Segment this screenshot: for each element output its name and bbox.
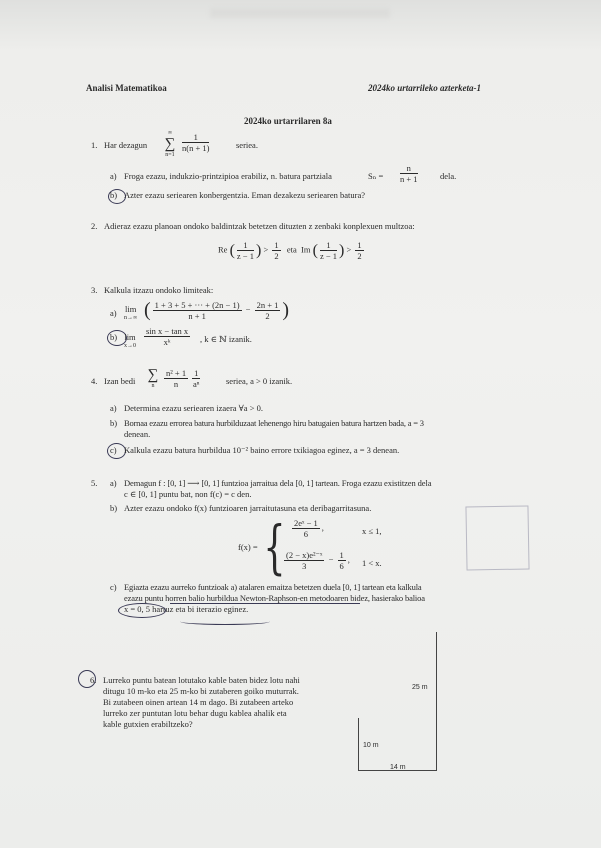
- exam-date: 2024ko urtarrilaren 8a: [244, 116, 332, 126]
- q1-sum: [162, 130, 178, 159]
- course-title: Analisi Matematikoa: [86, 83, 167, 93]
- close-paren: ): [339, 242, 345, 259]
- q1-tail: seriea.: [236, 140, 258, 150]
- piece-1-condition: x ≤ 1,: [362, 526, 382, 536]
- q5c-text-3: x = 0, 5 hartuz eta bi iterazio eginez.: [124, 604, 249, 614]
- numerator: 1: [357, 240, 362, 250]
- q4c-text: Kalkula ezazu batura hurbildua 10⁻² baino errore txikiagoa eginez, a = 3 denean.: [124, 445, 400, 455]
- q3b-label: b): [110, 332, 118, 342]
- denominator: 6: [339, 561, 344, 571]
- numerator: n: [400, 163, 418, 174]
- q4a-label: a): [110, 403, 117, 413]
- q1b-label: b): [110, 190, 118, 200]
- numerator: 1: [320, 240, 337, 251]
- numerator: 1: [274, 240, 279, 250]
- denominator: n + 1: [400, 174, 418, 184]
- im-operator: Im: [301, 244, 311, 255]
- denominator: aⁿ: [192, 379, 200, 389]
- q5b-label: b): [110, 503, 118, 513]
- denominator: 6: [303, 529, 309, 539]
- sum-lower: n: [151, 383, 155, 389]
- denominator: n(n + 1): [182, 143, 210, 153]
- piece-1-fraction: $\frac{\text{2eˣ − 1}}{6}$ ,: [294, 518, 324, 539]
- exam-title: 2024ko urtarrileko azterketa-1: [368, 83, 482, 93]
- denominator: 2: [265, 311, 270, 321]
- q6-line-2: ditugu 10 m-ko eta 25 m-ko bi zutaberen goiko muturrak.: [103, 686, 299, 696]
- sum-sign: ∑: [147, 367, 159, 383]
- lim-subscript: x→0: [124, 343, 136, 349]
- numerator: 1: [339, 550, 344, 560]
- numerator: (2 − x)e²⁻ˣ: [286, 550, 323, 560]
- q4-tail: seriea, a > 0 izanik.: [226, 376, 293, 386]
- q4-number: 4.: [91, 376, 98, 386]
- eta-word: eta: [286, 244, 297, 255]
- numerator: n² + 1: [166, 368, 187, 378]
- q5a-label: a): [110, 478, 117, 488]
- q6-number: 6.: [90, 675, 97, 685]
- q2-condition: [218, 240, 366, 261]
- q5a-text-2: c ∈ [0, 1] puntu bat, non f(c) = c den.: [124, 489, 252, 499]
- q2-number: 2.: [91, 221, 98, 231]
- q6-line-1: Lurreko puntu batean lotutako kable baten bidez lotu nahi: [103, 675, 300, 685]
- q5b-text: Azter ezazu ondoko f(x) funtzioaren jarraitutasuna eta deribagarritasuna.: [124, 503, 372, 513]
- numerator: 1: [194, 368, 199, 378]
- pole-25m: [436, 632, 437, 770]
- denominator: 2: [357, 251, 362, 261]
- label-10m: 10 m: [363, 742, 379, 749]
- denominator: xᵏ: [163, 337, 171, 347]
- q4a-text: Determina ezazu seriearen izaera ∀a > 0.: [124, 403, 263, 413]
- close-paren: ): [255, 242, 262, 259]
- denominator: z − 1: [236, 251, 254, 261]
- numerator: 1 + 3 + 5 + ··· + (2n − 1): [154, 300, 240, 310]
- q3a-label: a): [110, 308, 117, 318]
- piecewise-fx: f(x) =: [238, 542, 258, 552]
- q4b-label: b): [110, 418, 118, 428]
- q1a-formula-fraction: [398, 163, 420, 184]
- q1-fraction: [180, 132, 211, 153]
- q2-text: Adieraz ezazu planoan ondoko baldintzak betetzen dituzten z zenbaki konplexuen multzoa:: [104, 221, 415, 231]
- sum-lower: n=1: [165, 152, 175, 158]
- handwritten-box: [465, 505, 529, 570]
- q3b-limit: [124, 332, 136, 350]
- label-25m: 25 m: [412, 684, 428, 691]
- open-paren: (: [312, 242, 318, 259]
- numerator: 2n + 1: [256, 300, 279, 310]
- handwritten-underline: [170, 603, 360, 604]
- denominator: n + 1: [188, 311, 206, 321]
- lim-subscript: n→∞: [124, 315, 138, 321]
- q4-term: [162, 368, 202, 389]
- minus-sign: −: [245, 304, 251, 315]
- q3a-expression: [144, 300, 289, 321]
- q4b-text-2: denean.: [124, 429, 151, 439]
- minus-sign: −: [328, 554, 334, 565]
- q3-number: 3.: [91, 285, 98, 295]
- q4c-label: c): [110, 445, 117, 455]
- q1a-formula-lhs: Sₙ =: [368, 171, 384, 181]
- q5c-text-2: ezazu puntu horren balio hurbildua Newton-Raphson-en metodoaren bidez, hasierako balioa: [124, 593, 425, 603]
- q3b-tail: , k ∈ ℕ izanik.: [200, 334, 252, 344]
- q5c-label: c): [110, 582, 117, 592]
- q1a-tail: dela.: [440, 171, 457, 181]
- piece-2-expression: $\frac{\text{(2 − x)e²⁻ˣ}}{3}$ − $\frac{1}{6}$ ,: [286, 550, 350, 571]
- q4-sum: [146, 368, 160, 390]
- q5-number: 5.: [91, 478, 98, 488]
- numerator: 1: [182, 132, 209, 143]
- q1-lead: Har dezagun: [104, 140, 148, 150]
- numerator: 2eˣ − 1: [294, 518, 318, 528]
- lim-operator: lim: [124, 332, 136, 342]
- q3b-fraction: [142, 326, 192, 347]
- q1a-text: Froga ezazu, indukzio-printzipioa erabiliz, n. batura partziala: [124, 171, 332, 181]
- q1-number: 1.: [91, 140, 98, 150]
- q4b-text: Bornaa ezazu errorea batura hurbilduzaat lehenengo hiru batugaien batura hartzen bada, a = 3: [124, 418, 424, 428]
- denominator: z − 1: [319, 251, 338, 261]
- pole-10m: [358, 718, 359, 770]
- sum-upper: ∞: [167, 130, 173, 136]
- q4-lead: Izan bedi: [104, 376, 136, 386]
- gt-sign: >: [263, 244, 271, 255]
- denominator: n: [173, 379, 179, 389]
- piece-2-condition: 1 < x.: [362, 558, 382, 568]
- piecewise-brace: {: [263, 513, 286, 581]
- handwritten-circle: [118, 603, 166, 618]
- re-operator: Re: [218, 244, 228, 255]
- handwritten-underline: [180, 618, 270, 625]
- sum-sign: ∑: [164, 136, 176, 152]
- open-paren: (: [229, 242, 235, 259]
- denominator: 2: [274, 251, 279, 261]
- open-paren: (: [144, 299, 151, 321]
- numerator: sin x − tan x: [146, 326, 189, 336]
- q5c-text: Egiazta ezazu aurreko funtzioak a) atalaren emaitza betetzen duela [0, 1] tartean eta kalkula: [124, 582, 422, 592]
- bleed-through-text: [210, 8, 390, 18]
- q3-text: Kalkula itzazu ondoko limiteak:: [104, 285, 214, 295]
- q6-line-4: lurreko zer puntutan lotu behar dugu kablea ahalik eta: [103, 708, 287, 718]
- q5a-text: Demagun f : [0, 1] ⟶ [0, 1] funtzioa jarraitua dela [0, 1] tartean. Froga ezazu existitzen dela: [124, 478, 432, 488]
- label-14m: 14 m: [390, 764, 406, 771]
- numerator: 1: [237, 240, 254, 251]
- denominator: 3: [302, 561, 307, 571]
- close-paren: ): [282, 299, 290, 321]
- q1a-label: a): [110, 171, 117, 181]
- gt-sign: >: [346, 244, 354, 255]
- q6-line-3: Bi zutabeen oinen artean 14 m dago. Bi zutabeen arteko: [103, 697, 294, 707]
- q1b-text: Azter ezazu seriearen konbergentzia. Eman dezakezu seriearen batura?: [124, 190, 366, 200]
- q6-line-5: kable gutxien erabiltzeko?: [103, 719, 193, 729]
- lim-operator: lim: [124, 304, 137, 314]
- q3a-limit: [124, 304, 137, 322]
